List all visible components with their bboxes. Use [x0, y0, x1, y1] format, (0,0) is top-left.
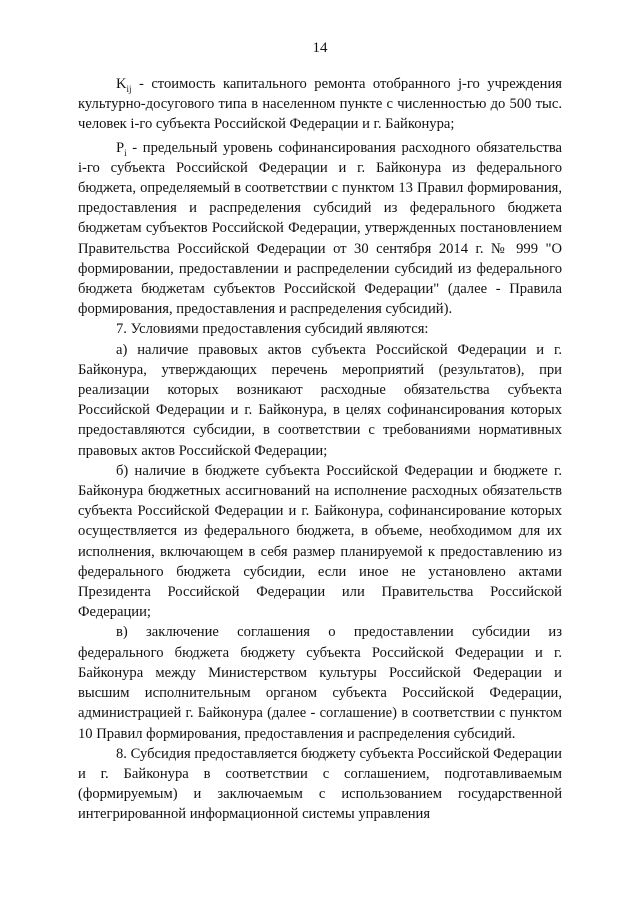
k-subscript: ij [126, 83, 132, 94]
paragraph-7b: б) наличие в бюджете субъекта Российской Федерации и бюджете г. Байконура бюджетных ассигнований на исполнение расходных обязательств субъекта Российской Федерации и г. Байконура, софинансирование которых осуществляется из федерального бюджета, в объеме, необходимом для их исполнения, включающем в себя размер планируемой к предоставлению из федерального бюджета субсидии, если иное не установлено актами Президента Российской Федерации или Правительства Российской Федерации; [78, 462, 562, 621]
k-definition [78, 74, 562, 135]
page-number: 14 [312, 40, 328, 56]
p-symbol: P [116, 139, 125, 156]
p-definition-text: - предельный уровень софинансирования расходного обязательства i-го субъекта Российской Федерации и г. Байконура из федерального бюджета, определяемый в соответствии с пунктом 13 Правил формирования, предоставления и распределения субсидий из федерального бюджета бюджетам субъектов Российской Федерации, утвержденных постановлением Правительства Российской Федерации от 30 сентября 2014 г. № 999 "О формировании, предоставлении и распределении субсидий из федерального бюджета бюджетам субъектов Российской Федерации" (далее - Правила формирования, предоставления и распределения субсидий). [78, 139, 562, 318]
k-definition-text: - стоимость капитального ремонта отобранного j-го учреждения культурно-досугового типа в населенном пункте с численностью до 500 тыс. человек i-го субъекта Российской Федерации и г. Байконура; [78, 76, 562, 133]
paragraph-7: 7. Условиями предоставления субсидий являются: [116, 321, 429, 338]
p-definition [78, 138, 562, 320]
paragraph-7c: в) заключение соглашения о предоставлении субсидии из федерального бюджета бюджету субъекта Российской Федерации и г. Байконура между Министерством культуры Российской Федерации и высшим исполнительным органом субъекта Российской Федерации, администрацией г. Байконура (далее - соглашение) в соответствии с пунктом 10 Правил формирования, предоставления и распределения субсидий. [78, 624, 562, 742]
p-subscript: i [124, 147, 127, 158]
k-symbol: K [116, 76, 127, 92]
paragraph-8: 8. Субсидия предоставляется бюджету субъекта Российской Федерации и г. Байконура в соответствии с соглашением, подготавливаемым (формируемым) и заключаемым с использованием государственной интегрированной информационной системы управления [78, 745, 562, 823]
paragraph-7a: а) наличие правовых актов субъекта Российской Федерации и г. Байконура, утверждающих перечень мероприятий (результатов), при реализации которых возникают расходные обязательства субъекта Российской Федерации и г. Байконура, в целях софинансирования которых предоставляются субсидии, в соответствии с требованиями нормативных правовых актов Российской Федерации; [78, 341, 562, 459]
document-body [78, 74, 562, 825]
